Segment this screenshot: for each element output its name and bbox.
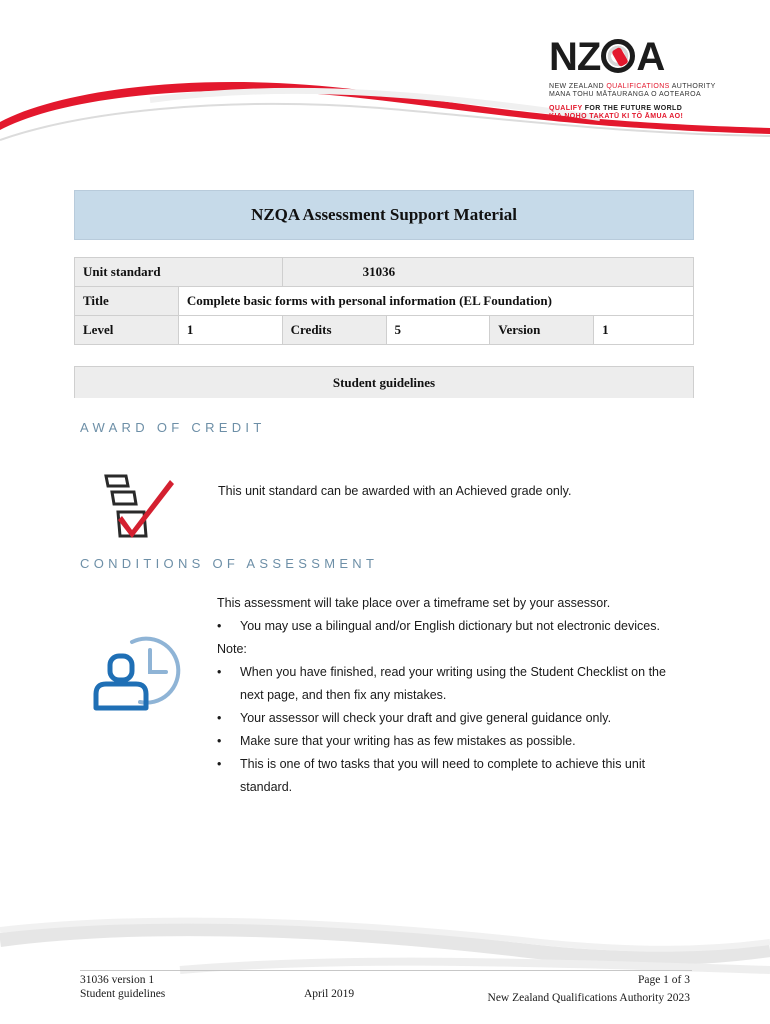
footer-version: 31036 version 1 — [80, 974, 155, 986]
credits-value: 5 — [386, 316, 490, 345]
list-item: • Make sure that your writing has as few mistakes as possible. — [217, 730, 687, 753]
level-value: 1 — [178, 316, 282, 345]
level-label: Level — [75, 316, 179, 345]
title-row — [75, 287, 694, 316]
conditions-list-2 — [217, 661, 687, 799]
title-value: Complete basic forms with personal information (EL Foundation) — [178, 287, 693, 316]
list-item: • When you have finished, read your writing using the Student Checklist on the next page, and then fix any mistakes. — [217, 661, 687, 707]
footer-swoosh — [0, 900, 770, 980]
logo-tagline-maori: KIA NOHO TAKATŪ KI TŌ ĀMUA AO! — [549, 113, 684, 120]
conditions-heading: CONDITIONS OF ASSESSMENT — [80, 556, 379, 571]
list-item: • You may use a bilingual and/or English dictionary but not electronic devices. — [217, 615, 687, 638]
document-title: NZQA Assessment Support Material — [74, 190, 694, 240]
list-item: • Your assessor will check your draft and give general guidance only. — [217, 707, 687, 730]
conditions-text — [217, 592, 687, 799]
footer-copyright: New Zealand Qualifications Authority 2023 — [487, 992, 690, 1004]
footer-divider — [80, 970, 692, 971]
list-item: • This is one of two tasks that you will need to complete to achieve this unit standard. — [217, 753, 687, 799]
student-guidelines-heading: Student guidelines — [74, 366, 694, 398]
logo-line-maori: MANA TOHU MĀTAURANGA O AOTEAROA — [549, 91, 702, 98]
person-clock-icon — [92, 630, 188, 716]
level-row — [75, 316, 694, 345]
logo-globe-icon — [601, 39, 635, 73]
footer-page-number: Page 1 of 3 — [637, 974, 690, 986]
logo-tagline-english: QUALIFY FOR THE FUTURE WORLD — [549, 105, 683, 112]
unit-standard-value: 31036 — [282, 258, 693, 287]
version-value: 1 — [594, 316, 694, 345]
footer-date: April 2019 — [304, 988, 355, 1000]
unit-info-table — [74, 257, 694, 345]
footer-doc-type: Student guidelines — [80, 988, 166, 1000]
logo-wordmark: NZ A — [549, 35, 665, 79]
title-label: Title — [75, 287, 179, 316]
unit-standard-label: Unit standard — [75, 258, 283, 287]
logo-line-english: NEW ZEALAND QUALIFICATIONS AUTHORITY — [549, 83, 716, 90]
unit-standard-row — [75, 258, 694, 287]
nzqa-logo — [549, 35, 716, 121]
conditions-intro: This assessment will take place over a timeframe set by your assessor. — [217, 596, 611, 610]
checkbox-checkmark-icon — [98, 472, 178, 544]
conditions-note: Note: — [217, 642, 247, 656]
version-label: Version — [490, 316, 594, 345]
award-text: This unit standard can be awarded with an Achieved grade only. — [218, 484, 572, 498]
conditions-list-1 — [217, 615, 687, 638]
award-heading: AWARD OF CREDIT — [80, 420, 266, 435]
credits-label: Credits — [282, 316, 386, 345]
